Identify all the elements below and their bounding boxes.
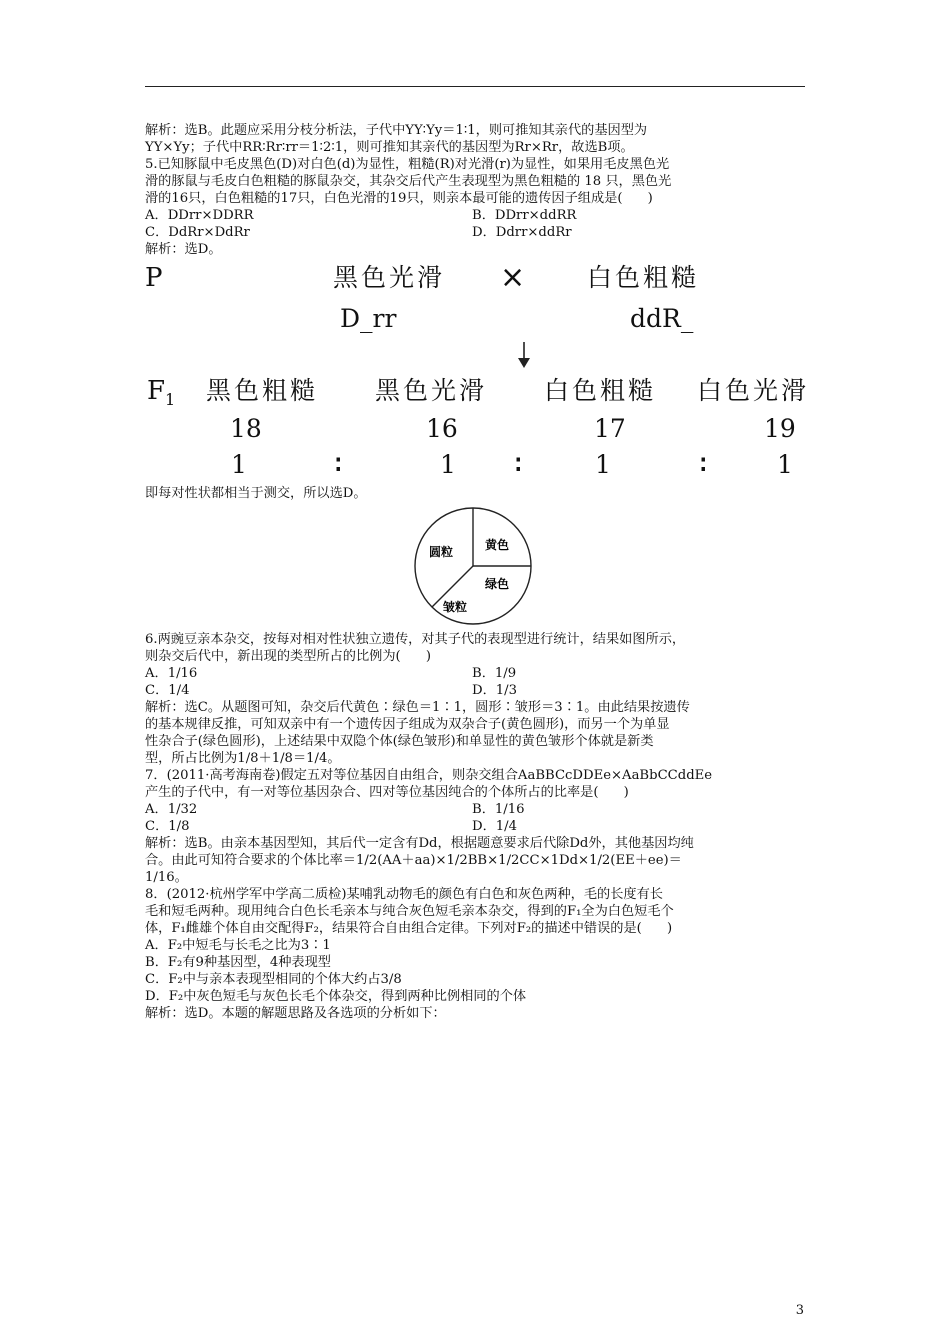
page-number: 3 xyxy=(795,1303,804,1318)
q7-answer-line3: 1/16。 xyxy=(145,870,188,885)
q5-stem-line1: 5.已知豚鼠中毛皮黑色(D)对白色(d)为显性，粗糙(R)对光滑(r)为显性，如果用毛皮黑色光 xyxy=(145,157,670,172)
parent-generation-label: P xyxy=(145,263,163,293)
parent2-genotype: ddR_ xyxy=(630,304,694,333)
q6-option-d: D．1/3 xyxy=(472,683,517,698)
q5-option-d: D．Ddrr×ddRr xyxy=(472,225,572,240)
offspring-phenotype-1: 黑色粗糙 xyxy=(206,376,319,405)
q8-stem-line1: 8．(2012·杭州学军中学高二质检)某哺乳动物毛的颜色有白色和灰色两种，毛的长度有长 xyxy=(145,887,663,902)
offspring-count-2: 16 xyxy=(426,414,458,443)
q6-stem-line2: 则杂交后代中，新出现的类型所占的比例为( ) xyxy=(145,649,432,664)
f1-generation-label xyxy=(147,376,175,415)
offspring-phenotype-2: 黑色光滑 xyxy=(375,376,488,405)
q7-option-d: D．1/4 xyxy=(472,819,517,834)
down-arrow-icon xyxy=(512,340,536,370)
q7-stem-line1: 7．(2011·高考海南卷)假定五对等位基因自由组合，则杂交组合AaBBCcDDEe×AaBbCCddEe xyxy=(145,768,713,783)
offspring-ratio-3: 1 xyxy=(595,450,611,479)
q6-answer-line3: 性杂合子(绿色圆形)，上述结果中双隐个体(绿色皱形)和单显性的黄色皱形个体就是新类 xyxy=(145,734,654,749)
q5-stem-line2: 滑的豚鼠与毛皮白色粗糙的豚鼠杂交，其杂交后代产生表现型为黑色粗糙的 18 只，黑色光 xyxy=(145,174,672,189)
q5-conclusion: 即每对性状都相当于测交，所以选D。 xyxy=(145,486,367,501)
ratio-separator-2: ∶ xyxy=(515,450,522,479)
q6-option-c: C．1/4 xyxy=(145,683,190,698)
q8-option-a: A．F₂中短毛与长毛之比为3∶1 xyxy=(145,938,331,953)
f1-label-sub: 1 xyxy=(165,390,176,409)
q6-answer-line2: 的基本规律反推，可知双亲中有一个遗传因子组成为双杂合子(黄色圆形)，而另一个为单显 xyxy=(145,717,670,732)
q5-option-c: C．DdRr×DdRr xyxy=(145,225,250,240)
q5-option-b: B．DDrr×ddRR xyxy=(472,208,577,223)
pie-label-round: 圆粒 xyxy=(428,545,454,559)
q7-stem-line2: 产生的子代中，有一对等位基因杂合、四对等位基因纯合的个体所占的比率是( ) xyxy=(145,785,629,800)
cross-symbol: × xyxy=(500,260,526,295)
q8-option-c: C．F₂中与亲本表现型相同的个体大约占3/8 xyxy=(145,972,402,987)
offspring-ratio-1: 1 xyxy=(231,450,247,479)
q7-option-c: C．1/8 xyxy=(145,819,190,834)
ratio-separator-3: ∶ xyxy=(700,450,707,479)
q6-option-b: B．1/9 xyxy=(472,666,517,681)
q7-answer-line1: 解析：选B。由亲本基因型知，其后代一定含有Dd，根据题意要求后代除Dd外，其他基因均纯 xyxy=(145,836,694,851)
pie-label-wrinkled: 皱粒 xyxy=(442,600,468,614)
offspring-count-1: 18 xyxy=(230,414,262,443)
q7-option-b: B．1/16 xyxy=(472,802,525,817)
q8-option-d: D．F₂中灰色短毛与灰色长毛个体杂交，得到两种比例相同的个体 xyxy=(145,989,527,1004)
q7-option-a: A．1/32 xyxy=(145,802,198,817)
offspring-count-4: 19 xyxy=(764,414,796,443)
q8-stem-line3: 体，F₁雌雄个体自由交配得F₂，结果符合自由组合定律。下列对F₂的描述中错误的是( ) xyxy=(145,921,673,936)
parent1-genotype: D_rr xyxy=(340,304,397,333)
q6-option-a: A．1/16 xyxy=(145,666,198,681)
q5-answer: 解析：选D。 xyxy=(145,242,222,257)
offspring-phenotype-4: 白色光滑 xyxy=(697,376,810,405)
q4-answer-line1: 解析：选B。此题应采用分枝分析法，子代中YY∶Yy＝1∶1，则可推知其亲代的基因型为 xyxy=(145,123,648,138)
q5-option-a: A．DDrr×DDRR xyxy=(145,208,254,223)
f1-label-letter: F xyxy=(147,376,166,406)
offspring-ratio-2: 1 xyxy=(440,450,456,479)
header-rule xyxy=(145,86,805,87)
offspring-phenotype-3: 白色粗糙 xyxy=(544,376,657,405)
parent2-phenotype: 白色粗糙 xyxy=(587,263,700,292)
q6-answer-line4: 型，所占比例为1/8＋1/8＝1/4。 xyxy=(145,751,341,766)
pie-label-green: 绿色 xyxy=(484,577,510,591)
q8-stem-line2: 毛和短毛两种。现用纯合白色长毛亲本与纯合灰色短毛亲本杂交，得到的F₁全为白色短毛个 xyxy=(145,904,674,919)
q7-answer-line2: 合。由此可知符合要求的个体比率＝1/2(AA＋aa)×1/2BB×1/2CC×1Dd×1/2(EE＋ee)＝ xyxy=(145,853,682,868)
pie-label-yellow: 黄色 xyxy=(484,538,510,552)
q6-answer-line1: 解析：选C。从题图可知，杂交后代黄色∶绿色＝1∶1，圆形∶皱形＝3∶1。由此结果按遗传 xyxy=(145,700,690,715)
q4-answer-line2: YY×Yy；子代中RR∶Rr∶rr＝1∶2∶1，则可推知其亲代的基因型为Rr×Rr，故选B项。 xyxy=(145,140,634,155)
q6-stem-line1: 6.两豌豆亲本杂交，按每对相对性状独立遗传，对其子代的表现型进行统计，结果如图所示， xyxy=(145,632,686,647)
q5-stem-line3: 滑的16只，白色粗糙的17只，白色光滑的19只，则亲本最可能的遗传因子组成是( ) xyxy=(145,191,653,206)
q8-answer: 解析：选D。本题的解题思路及各选项的分析如下： xyxy=(145,1006,446,1021)
pie-figure xyxy=(410,505,538,627)
offspring-count-3: 17 xyxy=(594,414,626,443)
q8-option-b: B．F₂有9种基因型，4种表现型 xyxy=(145,955,331,970)
offspring-ratio-4: 1 xyxy=(777,450,793,479)
parent1-phenotype: 黑色光滑 xyxy=(333,263,446,292)
ratio-separator-1: ∶ xyxy=(335,450,342,479)
